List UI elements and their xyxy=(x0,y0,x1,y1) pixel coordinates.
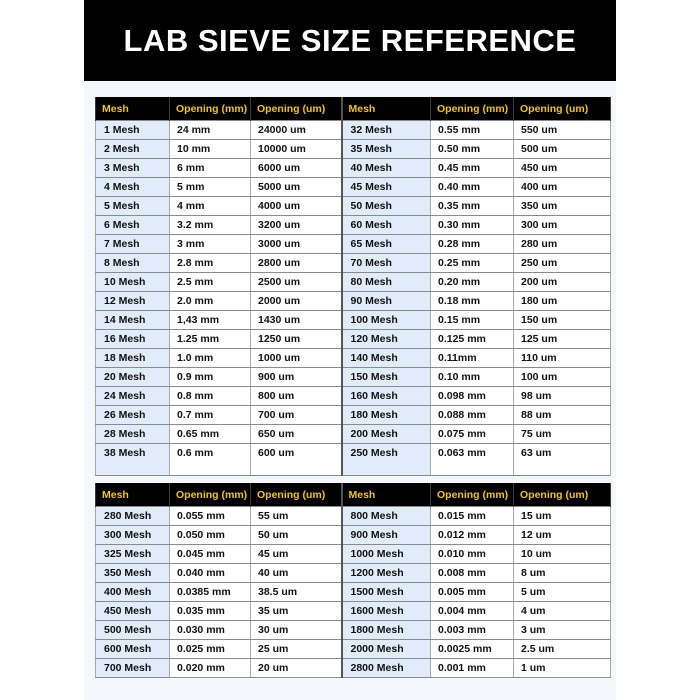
opening-um-cell: 3000 um xyxy=(251,235,342,254)
table-row xyxy=(96,545,611,564)
mesh-cell: 250 Mesh xyxy=(342,444,431,476)
opening-um-cell: 45 um xyxy=(251,545,342,564)
mesh-cell: 350 Mesh xyxy=(96,564,170,583)
header-opening-mm: Opening (mm) xyxy=(431,97,514,121)
mesh-cell: 1600 Mesh xyxy=(342,602,431,621)
opening-um-cell: 180 um xyxy=(514,292,611,311)
opening-mm-cell: 0.125 mm xyxy=(431,330,514,349)
table-row xyxy=(96,406,611,425)
opening-um-cell: 98 um xyxy=(514,387,611,406)
opening-um-cell: 75 um xyxy=(514,425,611,444)
opening-um-cell: 650 um xyxy=(251,425,342,444)
opening-um-cell: 50 um xyxy=(251,526,342,545)
mesh-cell: 500 Mesh xyxy=(96,621,170,640)
mesh-cell: 40 Mesh xyxy=(342,159,431,178)
table-row xyxy=(96,178,611,197)
opening-mm-cell: 2.0 mm xyxy=(170,292,251,311)
opening-um-cell: 40 um xyxy=(251,564,342,583)
opening-um-cell: 150 um xyxy=(514,311,611,330)
opening-mm-cell: 0.010 mm xyxy=(431,545,514,564)
opening-um-cell: 300 um xyxy=(514,216,611,235)
table-row xyxy=(96,602,611,621)
mesh-cell: 900 Mesh xyxy=(342,526,431,545)
mesh-cell: 28 Mesh xyxy=(96,425,170,444)
opening-um-cell: 10000 um xyxy=(251,140,342,159)
opening-mm-cell: 5 mm xyxy=(170,178,251,197)
mesh-cell: 1800 Mesh xyxy=(342,621,431,640)
opening-mm-cell: 0.15 mm xyxy=(431,311,514,330)
mesh-cell: 200 Mesh xyxy=(342,425,431,444)
mesh-cell: 45 Mesh xyxy=(342,178,431,197)
opening-um-cell: 63 um xyxy=(514,444,611,476)
opening-um-cell: 20 um xyxy=(251,659,342,678)
opening-um-cell: 24000 um xyxy=(251,121,342,140)
opening-mm-cell: 0.0025 mm xyxy=(431,640,514,659)
header-mesh: Mesh xyxy=(96,97,170,121)
mesh-cell: 150 Mesh xyxy=(342,368,431,387)
mesh-cell: 6 Mesh xyxy=(96,216,170,235)
opening-um-cell: 3200 um xyxy=(251,216,342,235)
opening-mm-cell: 0.088 mm xyxy=(431,406,514,425)
header-mesh: Mesh xyxy=(342,97,431,121)
mesh-cell: 800 Mesh xyxy=(342,507,431,526)
opening-um-cell: 1430 um xyxy=(251,311,342,330)
opening-mm-cell: 0.55 mm xyxy=(431,121,514,140)
mesh-cell: 325 Mesh xyxy=(96,545,170,564)
opening-um-cell: 2.5 um xyxy=(514,640,611,659)
opening-mm-cell: 0.020 mm xyxy=(170,659,251,678)
opening-mm-cell: 0.11mm xyxy=(431,349,514,368)
opening-um-cell: 2500 um xyxy=(251,273,342,292)
mesh-cell: 1500 Mesh xyxy=(342,583,431,602)
opening-um-cell: 100 um xyxy=(514,368,611,387)
header-mesh: Mesh xyxy=(96,483,170,507)
opening-mm-cell: 0.050 mm xyxy=(170,526,251,545)
opening-um-cell: 25 um xyxy=(251,640,342,659)
mesh-cell: 1000 Mesh xyxy=(342,545,431,564)
table-row xyxy=(96,621,611,640)
opening-mm-cell: 0.8 mm xyxy=(170,387,251,406)
opening-um-cell: 88 um xyxy=(514,406,611,425)
opening-mm-cell: 0.008 mm xyxy=(431,564,514,583)
opening-mm-cell: 0.18 mm xyxy=(431,292,514,311)
table-row xyxy=(96,330,611,349)
mesh-cell: 65 Mesh xyxy=(342,235,431,254)
mesh-cell: 26 Mesh xyxy=(96,406,170,425)
table-row xyxy=(96,640,611,659)
opening-mm-cell: 3 mm xyxy=(170,235,251,254)
opening-mm-cell: 0.50 mm xyxy=(431,140,514,159)
opening-um-cell: 600 um xyxy=(251,444,342,476)
opening-mm-cell: 0.25 mm xyxy=(431,254,514,273)
opening-mm-cell: 1.0 mm xyxy=(170,349,251,368)
mesh-cell: 4 Mesh xyxy=(96,178,170,197)
opening-mm-cell: 0.40 mm xyxy=(431,178,514,197)
opening-mm-cell: 0.012 mm xyxy=(431,526,514,545)
mesh-cell: 12 Mesh xyxy=(96,292,170,311)
mesh-cell: 400 Mesh xyxy=(96,583,170,602)
opening-mm-cell: 0.0385 mm xyxy=(170,583,251,602)
table-row xyxy=(96,159,611,178)
mesh-cell: 3 Mesh xyxy=(96,159,170,178)
mesh-cell: 90 Mesh xyxy=(342,292,431,311)
table-row xyxy=(96,273,611,292)
opening-mm-cell: 0.045 mm xyxy=(170,545,251,564)
table-row xyxy=(96,564,611,583)
opening-um-cell: 500 um xyxy=(514,140,611,159)
opening-mm-cell: 0.030 mm xyxy=(170,621,251,640)
opening-um-cell: 800 um xyxy=(251,387,342,406)
mesh-cell: 18 Mesh xyxy=(96,349,170,368)
table-row xyxy=(96,368,611,387)
opening-mm-cell: 0.10 mm xyxy=(431,368,514,387)
mesh-cell: 24 Mesh xyxy=(96,387,170,406)
opening-mm-cell: 0.28 mm xyxy=(431,235,514,254)
opening-um-cell: 700 um xyxy=(251,406,342,425)
mesh-cell: 300 Mesh xyxy=(96,526,170,545)
opening-mm-cell: 0.65 mm xyxy=(170,425,251,444)
opening-mm-cell: 0.055 mm xyxy=(170,507,251,526)
table-row xyxy=(96,140,611,159)
table-row xyxy=(96,349,611,368)
table-row xyxy=(96,311,611,330)
mesh-cell: 10 Mesh xyxy=(96,273,170,292)
mesh-cell: 2 Mesh xyxy=(96,140,170,159)
table-header-row xyxy=(96,97,611,121)
opening-um-cell: 35 um xyxy=(251,602,342,621)
header-opening-mm: Opening (mm) xyxy=(170,97,251,121)
mesh-cell: 160 Mesh xyxy=(342,387,431,406)
opening-mm-cell: 0.075 mm xyxy=(431,425,514,444)
mesh-cell: 60 Mesh xyxy=(342,216,431,235)
opening-um-cell: 350 um xyxy=(514,197,611,216)
opening-um-cell: 550 um xyxy=(514,121,611,140)
opening-mm-cell: 0.005 mm xyxy=(431,583,514,602)
opening-mm-cell: 0.7 mm xyxy=(170,406,251,425)
opening-mm-cell: 10 mm xyxy=(170,140,251,159)
table-row xyxy=(96,292,611,311)
opening-um-cell: 6000 um xyxy=(251,159,342,178)
sieve-table-1 xyxy=(95,97,611,476)
mesh-cell: 450 Mesh xyxy=(96,602,170,621)
opening-um-cell: 12 um xyxy=(514,526,611,545)
mesh-cell: 140 Mesh xyxy=(342,349,431,368)
mesh-cell: 100 Mesh xyxy=(342,311,431,330)
opening-mm-cell: 0.30 mm xyxy=(431,216,514,235)
mesh-cell: 80 Mesh xyxy=(342,273,431,292)
header-opening-um: Opening (um) xyxy=(514,97,611,121)
mesh-cell: 20 Mesh xyxy=(96,368,170,387)
opening-um-cell: 450 um xyxy=(514,159,611,178)
header-opening-um: Opening (um) xyxy=(251,97,342,121)
table-row xyxy=(96,425,611,444)
table-header-row xyxy=(96,483,611,507)
table-row xyxy=(96,659,611,678)
opening-um-cell: 15 um xyxy=(514,507,611,526)
opening-um-cell: 2800 um xyxy=(251,254,342,273)
mesh-cell: 2800 Mesh xyxy=(342,659,431,678)
opening-mm-cell: 24 mm xyxy=(170,121,251,140)
mesh-cell: 120 Mesh xyxy=(342,330,431,349)
table-row xyxy=(96,235,611,254)
opening-mm-cell: 0.035 mm xyxy=(170,602,251,621)
opening-mm-cell: 0.45 mm xyxy=(431,159,514,178)
mesh-cell: 38 Mesh xyxy=(96,444,170,476)
opening-mm-cell: 2.5 mm xyxy=(170,273,251,292)
mesh-cell: 14 Mesh xyxy=(96,311,170,330)
table-row xyxy=(96,507,611,526)
opening-mm-cell: 6 mm xyxy=(170,159,251,178)
opening-um-cell: 125 um xyxy=(514,330,611,349)
mesh-cell: 600 Mesh xyxy=(96,640,170,659)
mesh-cell: 1200 Mesh xyxy=(342,564,431,583)
opening-um-cell: 5 um xyxy=(514,583,611,602)
opening-um-cell: 8 um xyxy=(514,564,611,583)
header-opening-mm: Opening (mm) xyxy=(170,483,251,507)
mesh-cell: 2000 Mesh xyxy=(342,640,431,659)
opening-mm-cell: 2.8 mm xyxy=(170,254,251,273)
opening-um-cell: 110 um xyxy=(514,349,611,368)
table-row xyxy=(96,216,611,235)
mesh-cell: 35 Mesh xyxy=(342,140,431,159)
header-opening-um: Opening (um) xyxy=(251,483,342,507)
opening-mm-cell: 0.001 mm xyxy=(431,659,514,678)
table-row xyxy=(96,387,611,406)
table-row xyxy=(96,121,611,140)
opening-um-cell: 55 um xyxy=(251,507,342,526)
opening-um-cell: 38.5 um xyxy=(251,583,342,602)
opening-mm-cell: 3.2 mm xyxy=(170,216,251,235)
mesh-cell: 8 Mesh xyxy=(96,254,170,273)
page-title: LAB SIEVE SIZE REFERENCE xyxy=(84,0,616,81)
opening-mm-cell: 0.9 mm xyxy=(170,368,251,387)
header-opening-mm: Opening (mm) xyxy=(431,483,514,507)
opening-mm-cell: 0.015 mm xyxy=(431,507,514,526)
mesh-cell: 7 Mesh xyxy=(96,235,170,254)
table-row xyxy=(96,583,611,602)
opening-mm-cell: 0.025 mm xyxy=(170,640,251,659)
opening-mm-cell: 0.6 mm xyxy=(170,444,251,476)
opening-um-cell: 4000 um xyxy=(251,197,342,216)
opening-um-cell: 400 um xyxy=(514,178,611,197)
opening-mm-cell: 0.003 mm xyxy=(431,621,514,640)
mesh-cell: 280 Mesh xyxy=(96,507,170,526)
opening-mm-cell: 0.35 mm xyxy=(431,197,514,216)
opening-mm-cell: 0.20 mm xyxy=(431,273,514,292)
mesh-cell: 32 Mesh xyxy=(342,121,431,140)
table-row xyxy=(96,526,611,545)
header-opening-um: Opening (um) xyxy=(514,483,611,507)
mesh-cell: 5 Mesh xyxy=(96,197,170,216)
opening-um-cell: 1 um xyxy=(514,659,611,678)
sieve-table-2 xyxy=(95,483,611,678)
opening-um-cell: 250 um xyxy=(514,254,611,273)
opening-um-cell: 200 um xyxy=(514,273,611,292)
table-row xyxy=(96,197,611,216)
table-row xyxy=(96,254,611,273)
mesh-cell: 70 Mesh xyxy=(342,254,431,273)
opening-mm-cell: 0.004 mm xyxy=(431,602,514,621)
opening-um-cell: 280 um xyxy=(514,235,611,254)
opening-um-cell: 1000 um xyxy=(251,349,342,368)
opening-um-cell: 2000 um xyxy=(251,292,342,311)
opening-mm-cell: 0.040 mm xyxy=(170,564,251,583)
opening-um-cell: 10 um xyxy=(514,545,611,564)
opening-um-cell: 1250 um xyxy=(251,330,342,349)
sieve-reference-sheet xyxy=(84,0,616,700)
opening-um-cell: 3 um xyxy=(514,621,611,640)
mesh-cell: 1 Mesh xyxy=(96,121,170,140)
opening-um-cell: 4 um xyxy=(514,602,611,621)
opening-mm-cell: 1,43 mm xyxy=(170,311,251,330)
opening-um-cell: 30 um xyxy=(251,621,342,640)
table-row xyxy=(96,444,611,476)
mesh-cell: 180 Mesh xyxy=(342,406,431,425)
header-mesh: Mesh xyxy=(342,483,431,507)
opening-mm-cell: 0.063 mm xyxy=(431,444,514,476)
opening-um-cell: 900 um xyxy=(251,368,342,387)
opening-mm-cell: 0.098 mm xyxy=(431,387,514,406)
opening-um-cell: 5000 um xyxy=(251,178,342,197)
mesh-cell: 50 Mesh xyxy=(342,197,431,216)
opening-mm-cell: 1.25 mm xyxy=(170,330,251,349)
mesh-cell: 700 Mesh xyxy=(96,659,170,678)
opening-mm-cell: 4 mm xyxy=(170,197,251,216)
mesh-cell: 16 Mesh xyxy=(96,330,170,349)
